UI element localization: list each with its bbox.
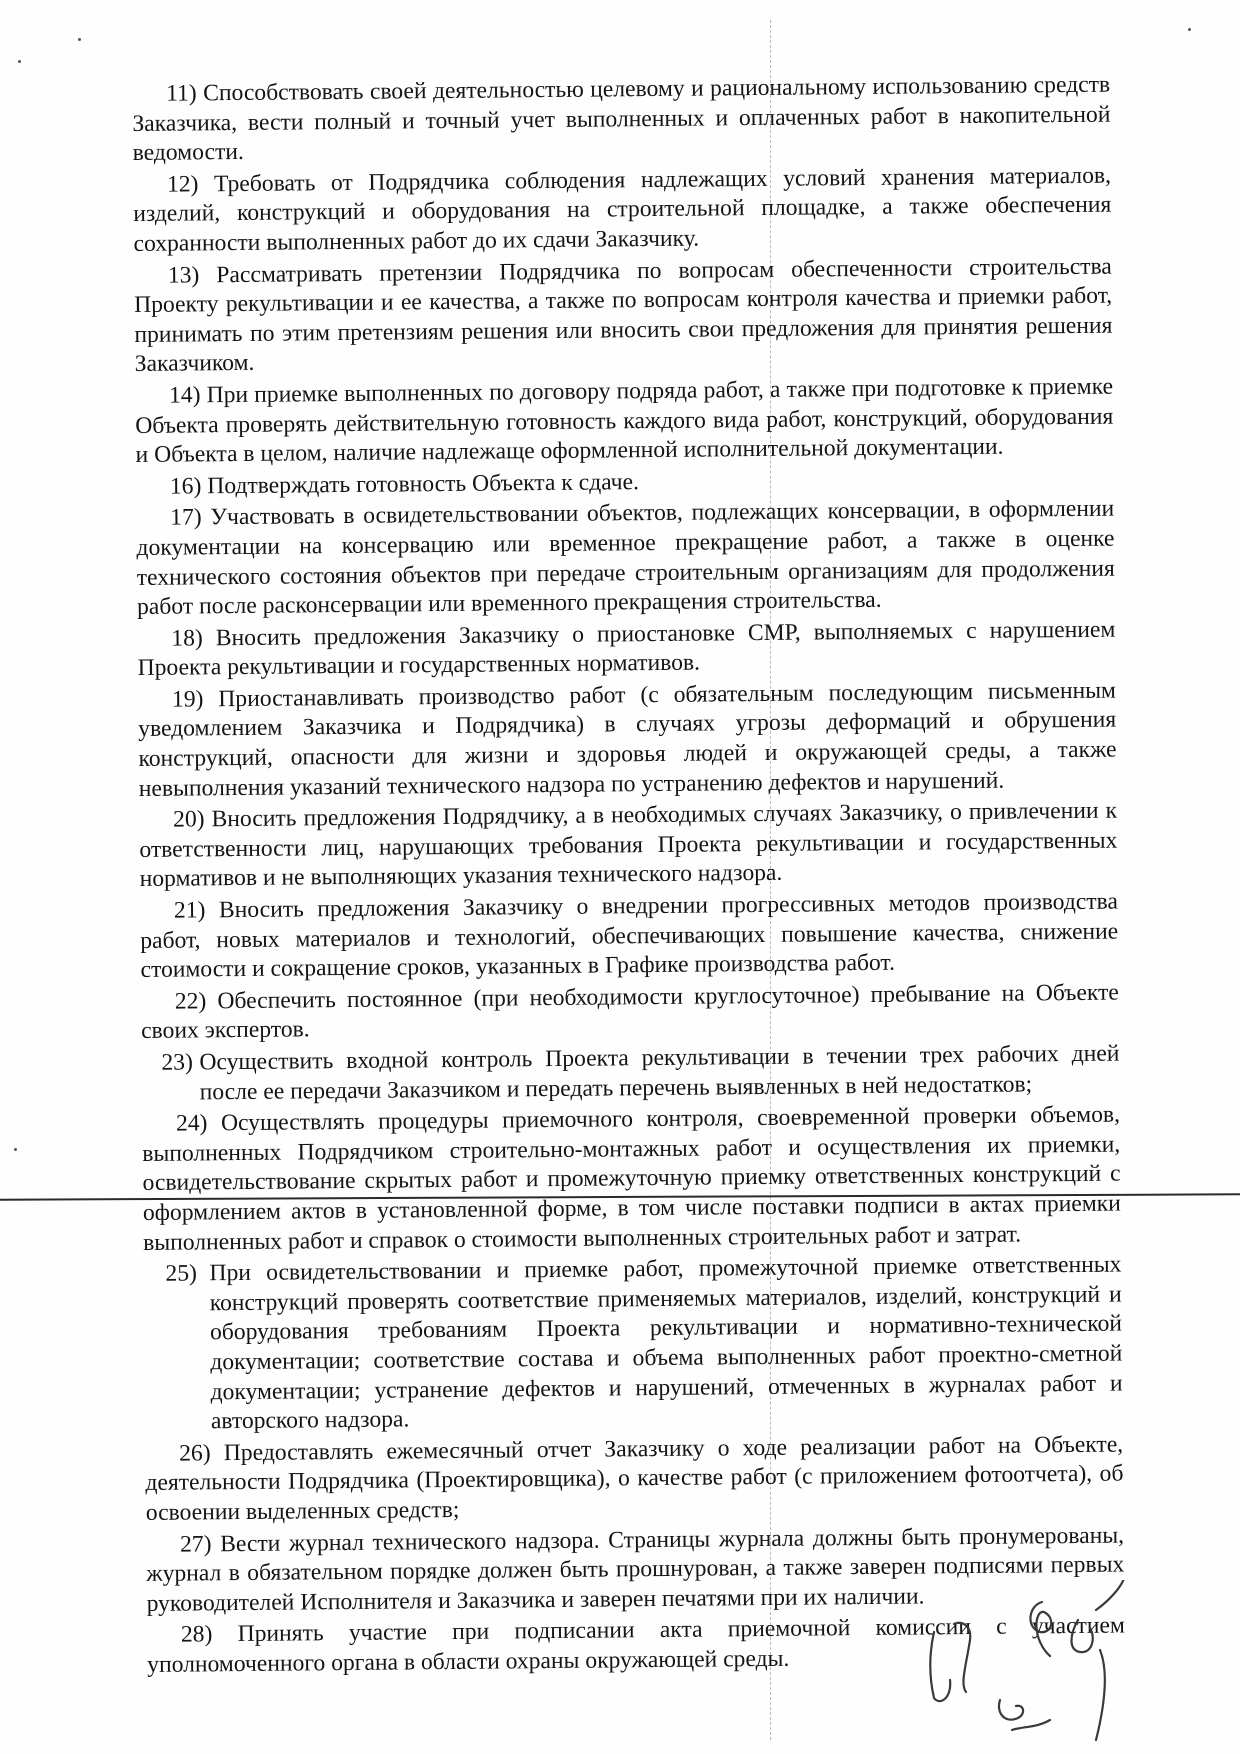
clause-text: При приемке выполненных по договору подряда работ, а также при подготовке к приемке Объекта проверять действительную готовность каждого вида работ, конструкций, оборудования и Объекта в целом, наличие надлежаще оформленной исполнительной документации.	[135, 373, 1114, 469]
clause-number: 19)	[171, 686, 204, 713]
clause-text: Обеспечить постоянное (при необходимости круглосуточное) пребывание на Объекте своих экспертов.	[141, 979, 1119, 1045]
clause-text: Вносить предложения Подрядчику, а в необходимых случаях Заказчику, о привлечении к ответственности лиц, нарушающих требования Проекта рекультивации и государственных нормативов и не выполняющих указания технического надзора.	[139, 797, 1118, 893]
clause-21	[140, 888, 1119, 986]
clause-12	[133, 161, 1112, 259]
clause-number: 14)	[168, 382, 201, 409]
clause-24	[142, 1101, 1121, 1258]
clause-13	[134, 252, 1113, 380]
scan-speck	[18, 60, 21, 63]
clause-text: При освидетельствовании и приемке работ, промежуточной приемке ответственных конструкций проверять соответствие применяемых материалов, изделий, конструкций и оборудования требованиям Проекта рекультивации и нормативно-технической документации; соответствие состава и объема выполненных работ проектно-сметной документации; устранение дефектов и нарушений, отмеченных в журналах работ и авторского надзора.	[209, 1251, 1123, 1435]
clause-number: 13)	[167, 261, 200, 289]
clause-number: 21)	[173, 897, 206, 924]
clause-number: 28)	[180, 1621, 213, 1648]
clause-25	[143, 1251, 1123, 1438]
clause-text: Способствовать своей деятельностью целевому и рациональному использованию средств Заказчика, вести полный и точный учет выполненных и оплаченных работ в накопительной ведомости.	[132, 71, 1111, 167]
clause-text: Вносить предложения Заказчику о приостановке СМР, выполняемых с нарушением Проекта рекультивации и государственных нормативов.	[137, 616, 1116, 682]
scan-speck	[78, 38, 81, 41]
clause-19	[138, 676, 1117, 804]
clause-26	[145, 1430, 1124, 1528]
clause-number: 24)	[175, 1110, 208, 1137]
clause-text: Требовать от Подрядчика соблюдения надлежащих условий хранения материалов, изделий, конструкций и оборудования на строительной площадке, а также обеспечения сохранности выполненных работ до их сдачи Заказчику.	[133, 162, 1112, 257]
scan-speck	[14, 1148, 17, 1151]
clause-number: 25)	[165, 1260, 198, 1287]
clause-text: Подтверждать готовность Объекта к сдаче.	[207, 468, 640, 500]
clause-11	[132, 71, 1111, 169]
clause-number: 12)	[166, 171, 199, 198]
clause-text: Предоставлять ежемесячный отчет Заказчику о ходе реализации работ на Объекте, деятельности Подрядчика (Проектировщика), о качестве работ (с приложением фотоотчета), об освоении выделенных средств;	[145, 1431, 1124, 1526]
clause-23	[141, 1040, 1120, 1109]
clause-number: 23)	[161, 1049, 194, 1076]
document-body	[132, 71, 1125, 1683]
clause-text: Приостанавливать производство работ (с обязательным последующим письменным уведомлением Заказчика и Подрядчика) в случаях угрозы деформаций и обрушения конструкций, опасности для жизни и здоровья людей и окружающей среды, а также невыполнения указаний технического надзора по устранению дефектов и нарушений.	[138, 677, 1117, 802]
clause-text: Вносить предложения Заказчику о внедрении прогрессивных методов производства работ, новых материалов и технологий, обеспечивающих повышение качества, снижение стоимости и сокращение сроков, указанных в Графике производства работ.	[140, 888, 1119, 984]
clause-number: 18)	[171, 625, 203, 652]
clause-number: 11)	[166, 80, 197, 107]
clause-number: 27)	[179, 1530, 212, 1558]
handwritten-initials	[900, 1580, 1180, 1750]
clause-text: Рассматривать претензии Подрядчика по вопросам обеспеченности строительства Проекту рекультивации и ее качества, а также по вопросам контроля качества и приемки работ, принимать по этим претензиям решения или вносить свои предложения для принятия решения Заказчиком.	[134, 253, 1113, 378]
clause-number: 20)	[172, 806, 205, 833]
clause-number: 16)	[169, 473, 202, 500]
clause-14	[135, 373, 1114, 471]
clause-number: 22)	[174, 988, 207, 1015]
clause-22	[141, 978, 1120, 1047]
clause-text: Принять участие при подписании акта приемочной комиссии с участием уполномоченного органа в области охраны окружающей среды.	[147, 1612, 1126, 1678]
clause-number: 17)	[170, 504, 202, 531]
clause-20	[139, 797, 1118, 895]
clause-text: Осуществлять процедуры приемочного контроля, своевременной проверки объемов, выполненных Подрядчиком строительно-монтажных работ и осуществления их приемки, освидетельствование скрытых работ и промежуточную приемку ответственных конструкций с оформлением актов в установленной форме, в том числе поставки подписи в актах приемки выполненных работ и справок о стоимости выполненных строительных работ и затрат.	[142, 1101, 1121, 1256]
clause-text: Осуществить входной контроль Проекта рекультивации в течении трех рабочих дней после ее передачи Заказчиком и передать перечень выявленных в ней недостатков;	[199, 1040, 1120, 1105]
scan-speck	[1188, 28, 1191, 31]
clause-18	[137, 615, 1116, 684]
clause-number: 26)	[179, 1440, 211, 1467]
clause-text: Вести журнал технического надзора. Страницы журнала должны быть пронумерованы, журнал в обязательном порядке должен быть прошнурован, а также заверен подписями первых руководителей Исполнителя и Заказчика и заверен печатями при их наличии.	[146, 1522, 1125, 1617]
clause-17	[136, 495, 1115, 623]
clause-text: Участвовать в освидетельствовании объектов, подлежащих консервации, в оформлении документации на консервацию или временное прекращение работ, а также в оценке технического состояния объектов при передаче строительным организациям для продолжения работ после расконсервации или временного прекращения строительства.	[136, 495, 1115, 621]
